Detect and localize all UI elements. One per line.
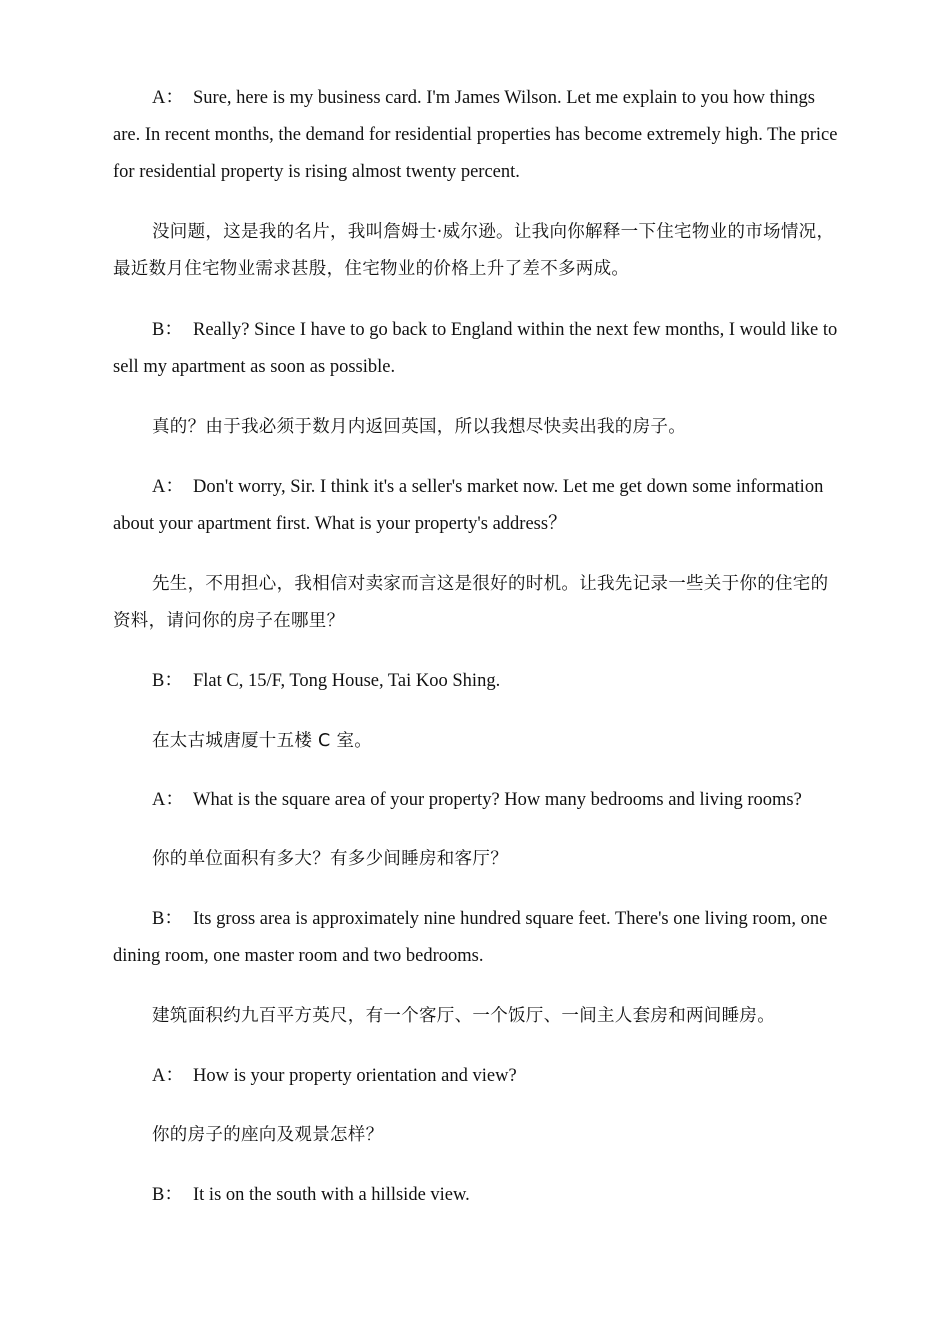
dialogue-line-zh: 建筑面积约九百平方英尺，有一个客厅、一个饭厅、一间主人套房和两间睡房。 [152, 1006, 775, 1026]
line-text: Sure, here is my business card. I'm James Wilson. Let me explain to you how things are. In recent months, the demand for residential properties has become extremely high. The price for residential property is rising almost twenty percent. [113, 88, 838, 182]
line-text: It is on the south with a hillside view. [193, 1185, 470, 1205]
dialogue-line-en [113, 663, 839, 700]
line-text: Really? Since I have to go back to England within the next few months, I would like to sell my apartment as soon as possible. [113, 320, 838, 377]
dialogue-line-en [113, 1058, 839, 1095]
line-text: Don't worry, Sir. I think it's a seller's market now. Let me get down some information about your apartment first. What is your property's address？ [113, 477, 824, 534]
speaker-label: A： [152, 88, 184, 108]
dialogue-line-zh: 先生，不用担心，我相信对卖家而言这是很好的时机。让我先记录一些关于你的住宅的资料，请问你的房子在哪里？ [113, 574, 829, 631]
speaker-label: A： [152, 1066, 184, 1086]
dialogue-line-zh: 真的？由于我必须于数月内返回英国，所以我想尽快卖出我的房子。 [152, 417, 686, 437]
line-text: Its gross area is approximately nine hundred square feet. There's one living room, one dining room, one master room and two bedrooms. [113, 909, 828, 966]
line-text: Flat C, 15/F, Tong House, Tai Koo Shing. [193, 671, 501, 691]
dialogue-line-zh: 没问题，这是我的名片，我叫詹姆士·威尔逊。让我向你解释一下住宅物业的市场情况，最近数月住宅物业需求甚殷，住宅物业的价格上升了差不多两成。 [113, 222, 835, 279]
speaker-label: A： [152, 477, 184, 497]
dialogue-line-en [113, 469, 839, 543]
dialogue-line-en [113, 80, 839, 191]
speaker-label: A： [152, 790, 184, 810]
line-text: What is the square area of your property? How many bedrooms and living rooms? [193, 790, 802, 810]
line-text: How is your property orientation and view? [193, 1066, 517, 1086]
speaker-label: B： [152, 320, 183, 340]
speaker-label: B： [152, 1185, 183, 1205]
dialogue-line-en [113, 901, 839, 975]
dialogue-line-zh: 你的房子的座向及观景怎样？ [152, 1125, 384, 1145]
dialogue-line-en [113, 782, 839, 819]
dialogue-line-en [113, 312, 839, 386]
dialogue-line-zh: 在太古城唐厦十五楼 C 室。 [152, 731, 373, 751]
speaker-label: B： [152, 671, 183, 691]
dialogue-line-en [113, 1177, 839, 1214]
speaker-label: B： [152, 909, 183, 929]
dialogue-line-zh: 你的单位面积有多大？有多少间睡房和客厅？ [152, 849, 508, 869]
